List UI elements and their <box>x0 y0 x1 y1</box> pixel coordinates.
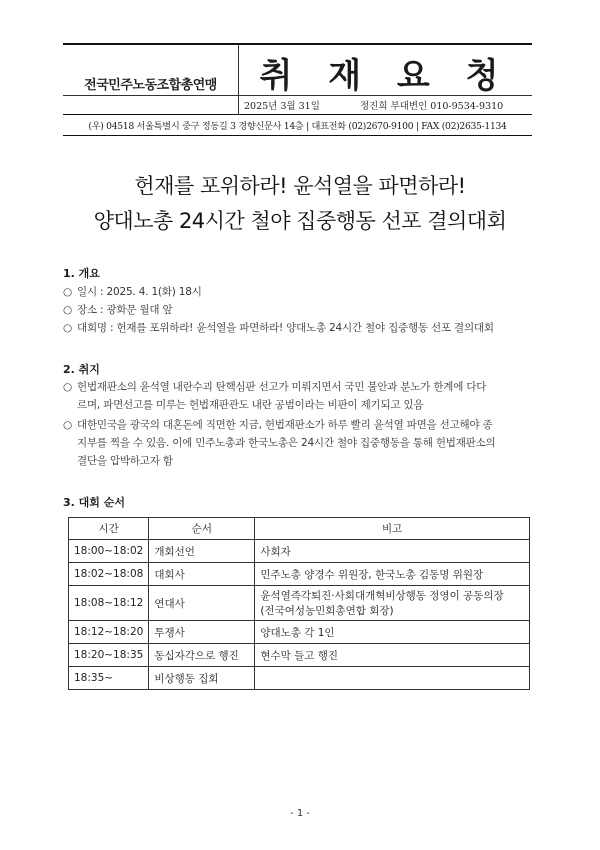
purpose-item: ○ 대한민국을 광국의 대혼돈에 직면한 지금, 헌법재판소가 하루 빨리 윤석열 파면을 선고해야 종 지부를 찍을 수 있음. 이에 민주노총과 한국노총은 24시간 철야 집중행동을 통해 헌법재판소의 결단을 압박하고자 함 <box>63 416 538 470</box>
letterhead-address-rule <box>63 135 532 136</box>
main-title-line1: 헌재를 포위하라! 윤석열을 파면하라! <box>134 174 466 198</box>
page-number: - 1 - <box>290 808 310 819</box>
overview-item: ○ 일시 : 2025. 4. 1(화) 18시 <box>63 283 538 301</box>
col-header-note: 비고 <box>255 518 530 540</box>
col-header-item: 순서 <box>149 518 255 540</box>
address-line: (우) 04518 서울특별시 중구 정동길 3 경향신문사 14층 | 대표전화 (02)2670-9100 | FAX (02)2635-1134 <box>88 121 507 132</box>
section-schedule-heading: 3. 대회 순서 <box>63 496 125 509</box>
doc-contact: 정진희 부대변인 010-9534-9310 <box>360 101 504 112</box>
table-row: 18:00~18:02 개회선언 사회자 <box>69 540 530 563</box>
main-title-line2: 양대노총 24시간 철야 집중행동 선포 결의대회 <box>93 209 507 233</box>
overview-item: ○ 대회명 : 헌재를 포위하라! 윤석열을 파면하라! 양대노총 24시간 철야 집중행동 선포 결의대회 <box>63 319 538 337</box>
bullet-icon: ○ <box>63 381 72 393</box>
section-overview-heading: 1. 개요 <box>63 267 100 280</box>
section-purpose-heading: 2. 취지 <box>63 363 100 376</box>
doc-date: 2025년 3월 31일 <box>244 101 320 112</box>
table-header-row <box>69 518 530 540</box>
table-row: 18:35~ 비상행동 집회 <box>69 667 530 690</box>
bullet-icon: ○ <box>63 286 72 298</box>
table-row: 18:20~18:35 동십자각으로 행진 현수막 들고 행진 <box>69 644 530 667</box>
doc-title: 취 재 요 청 <box>259 56 511 96</box>
letterhead-bottom-rule <box>63 114 532 115</box>
letterhead-top-rule <box>63 43 532 45</box>
bullet-icon: ○ <box>63 322 72 334</box>
schedule-table <box>68 517 530 690</box>
purpose-item: ○ 헌법재판소의 윤석열 내란수괴 탄핵심판 선고가 미뤄지면서 국민 불안과 분노가 한계에 다다 르며, 파면선고를 미루는 헌법재판관도 내란 공범이라는 비판이 제기되고 있음 <box>63 378 538 414</box>
bullet-icon: ○ <box>63 304 72 316</box>
overview-item: ○ 장소 : 광화문 월대 앞 <box>63 301 538 319</box>
bullet-icon: ○ <box>63 419 72 431</box>
org-name: 전국민주노동조합총연맹 <box>84 78 217 93</box>
table-row: 18:12~18:20 투쟁사 양대노총 각 1인 <box>69 621 530 644</box>
col-header-time: 시간 <box>69 518 149 540</box>
table-row: 18:08~18:12 연대사 윤석열즉각퇴진·사회대개혁비상행동 정영이 공동의장 (전국여성농민회총연합 회장) <box>69 586 530 621</box>
table-row: 18:02~18:08 대회사 민주노총 양경수 위원장, 한국노총 김동명 위원장 <box>69 563 530 586</box>
letterhead-mid-rule <box>63 95 532 96</box>
